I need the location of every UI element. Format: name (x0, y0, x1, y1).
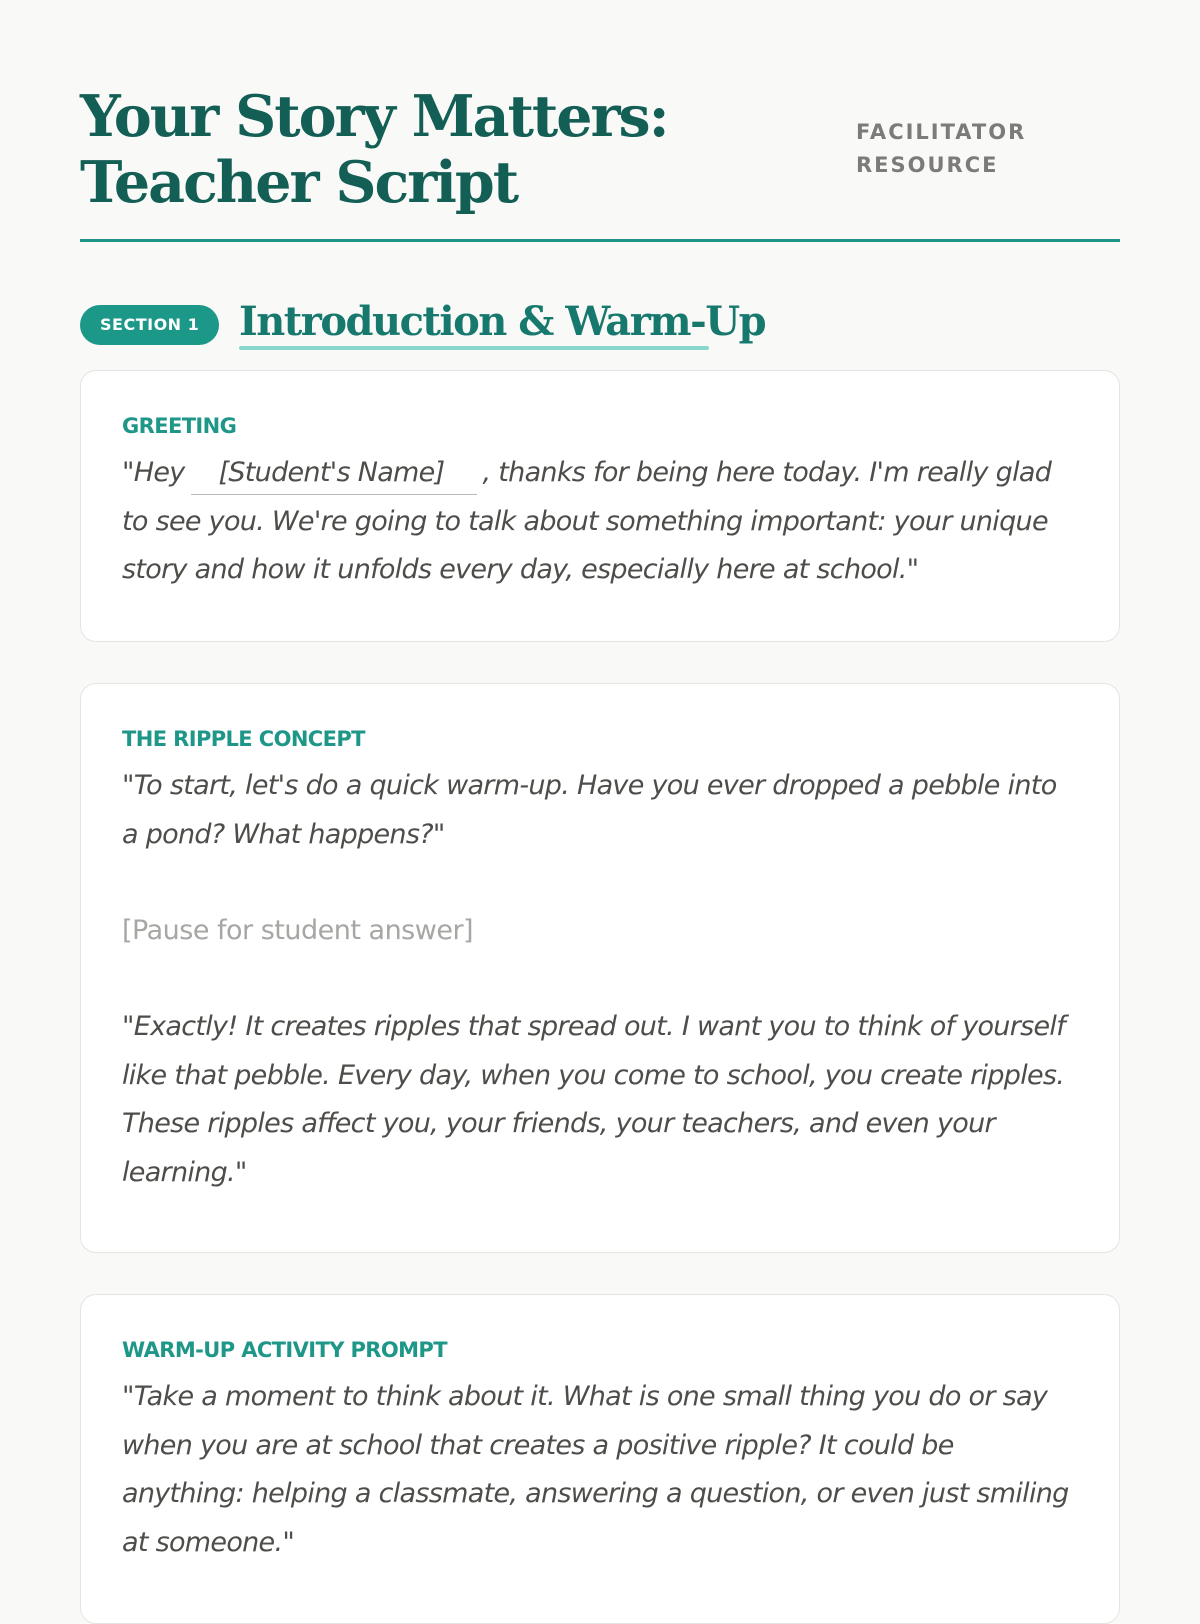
card-label: WARM-UP ACTIVITY PROMPT (122, 1338, 447, 1362)
document-title: Your Story Matters: Teacher Script (80, 83, 668, 216)
card-label: THE RIPPLE CONCEPT (122, 727, 365, 751)
section-title-underline (239, 346, 709, 350)
greeting-text-end: , thanks for being here today. I'm really glad to see you. We're going to talk about something important: your unique story and how it unfolds every day, especially here at school." (122, 457, 1052, 585)
ripple-script-question: "To start, let's do a quick warm-up. Have you ever dropped a pebble into a pond? What happens?" (122, 770, 1057, 850)
warmup-activity-card (80, 1294, 1120, 1624)
facilitator-resource-tag: FACILITATOR RESOURCE (856, 120, 1027, 177)
greeting-card (80, 370, 1120, 642)
student-name-blank: [Student's Name] (191, 452, 477, 495)
greeting-text-start: "Hey (122, 457, 185, 488)
section-header (80, 242, 1120, 352)
ripple-script-explanation: "Exactly! It creates ripples that spread out. I want you to think of yourself like that pebble. Every day, when you come to school, you create ripples. These ripples affect you, your friends, your teachers, and even your learning." (122, 1011, 1065, 1188)
pause-instruction: [Pause for student answer] (122, 915, 474, 946)
document-header (80, 0, 1120, 242)
section-badge: SECTION 1 (80, 305, 219, 345)
card-label: GREETING (122, 414, 237, 438)
section-title: Introduction & Warm-Up (239, 298, 766, 345)
ripple-concept-card (80, 683, 1120, 1253)
warmup-script: "Take a moment to think about it. What is one small thing you do or say when you are at school that creates a positive ripple? It could be anything: helping a classmate, answering a question, or even just smiling at someone." (122, 1381, 1069, 1558)
greeting-script (122, 449, 1079, 595)
